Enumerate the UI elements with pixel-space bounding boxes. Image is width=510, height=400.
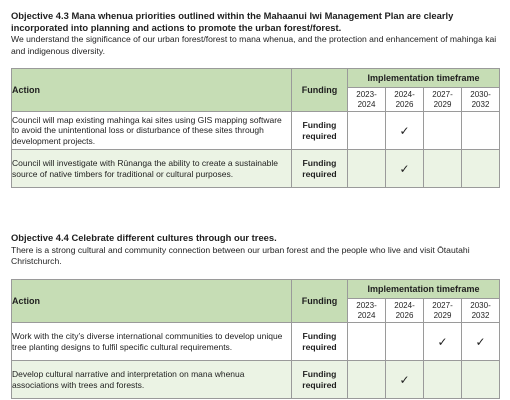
timeframe-cell [424,361,462,399]
year-header: 2027- 2029 [424,299,462,323]
table-row [12,361,500,399]
timeframe-cell [386,323,424,361]
funding-column-header: Funding [292,69,348,112]
timeframe-cell [348,361,386,399]
year-header: 2030- 2032 [462,299,500,323]
year-header: 2030- 2032 [462,88,500,112]
objective-4-4-table [11,279,500,399]
funding-cell: Funding required [292,112,348,150]
year-header: 2024- 2026 [386,299,424,323]
checkmark-cell: ✓ [424,323,462,361]
objective-4-3-title: Objective 4.3 Mana whenua priorities outlined within the Mahaanui Iwi Management Plan are clearly incorporated into planning and actions to promote the urban forest/forest. [11,10,454,33]
action-cell: Council will investigate with Rūnanga the ability to create a sustainable source of native timbers for traditional or cultural purposes. [12,150,292,188]
action-column-header: Action [12,280,292,323]
year-header: 2023- 2024 [348,88,386,112]
funding-column-header: Funding [292,280,348,323]
timeframe-cell [424,112,462,150]
objective-4-3-table [11,68,500,188]
table-row [12,323,500,361]
implementation-timeframe-header: Implementation timeframe [348,69,500,88]
year-header: 2023- 2024 [348,299,386,323]
checkmark-cell: ✓ [386,150,424,188]
timeframe-cell [462,112,500,150]
year-header: 2024- 2026 [386,88,424,112]
timeframe-cell [424,150,462,188]
funding-cell: Funding required [292,323,348,361]
funding-cell: Funding required [292,361,348,399]
table-row [12,112,500,150]
objective-4-4-section [11,232,499,267]
timeframe-cell [462,361,500,399]
objective-4-3-description: We understand the significance of our urban forest/forest to mana whenua, and the protection and enhancement of mahinga kai and indigenous diversity. [11,34,497,56]
implementation-timeframe-header: Implementation timeframe [348,280,500,299]
objective-4-3-section [11,10,499,57]
table-header-row [12,69,500,88]
timeframe-cell [348,323,386,361]
checkmark-cell: ✓ [386,112,424,150]
table-header-row [12,280,500,299]
checkmark-cell: ✓ [462,323,500,361]
timeframe-cell [462,150,500,188]
table-row [12,150,500,188]
action-column-header: Action [12,69,292,112]
action-cell: Council will map existing mahinga kai sites using GIS mapping software to avoid the unintentional loss or disturbance of these sites through development projects. [12,112,292,150]
funding-cell: Funding required [292,150,348,188]
timeframe-cell [348,112,386,150]
objective-4-4-description: There is a strong cultural and community connection between our urban forest and the people who live and visit Ōtautahi Christchurch. [11,244,470,266]
action-cell: Develop cultural narrative and interpretation on mana whenua associations with trees and forests. [12,361,292,399]
checkmark-cell: ✓ [386,361,424,399]
year-header: 2027- 2029 [424,88,462,112]
timeframe-cell [348,150,386,188]
objective-4-4-title: Objective 4.4 Celebrate different cultures through our trees. [11,232,277,243]
action-cell: Work with the city’s diverse international communities to develop unique tree planting designs to fulfil specific cultural requirements. [12,323,292,361]
